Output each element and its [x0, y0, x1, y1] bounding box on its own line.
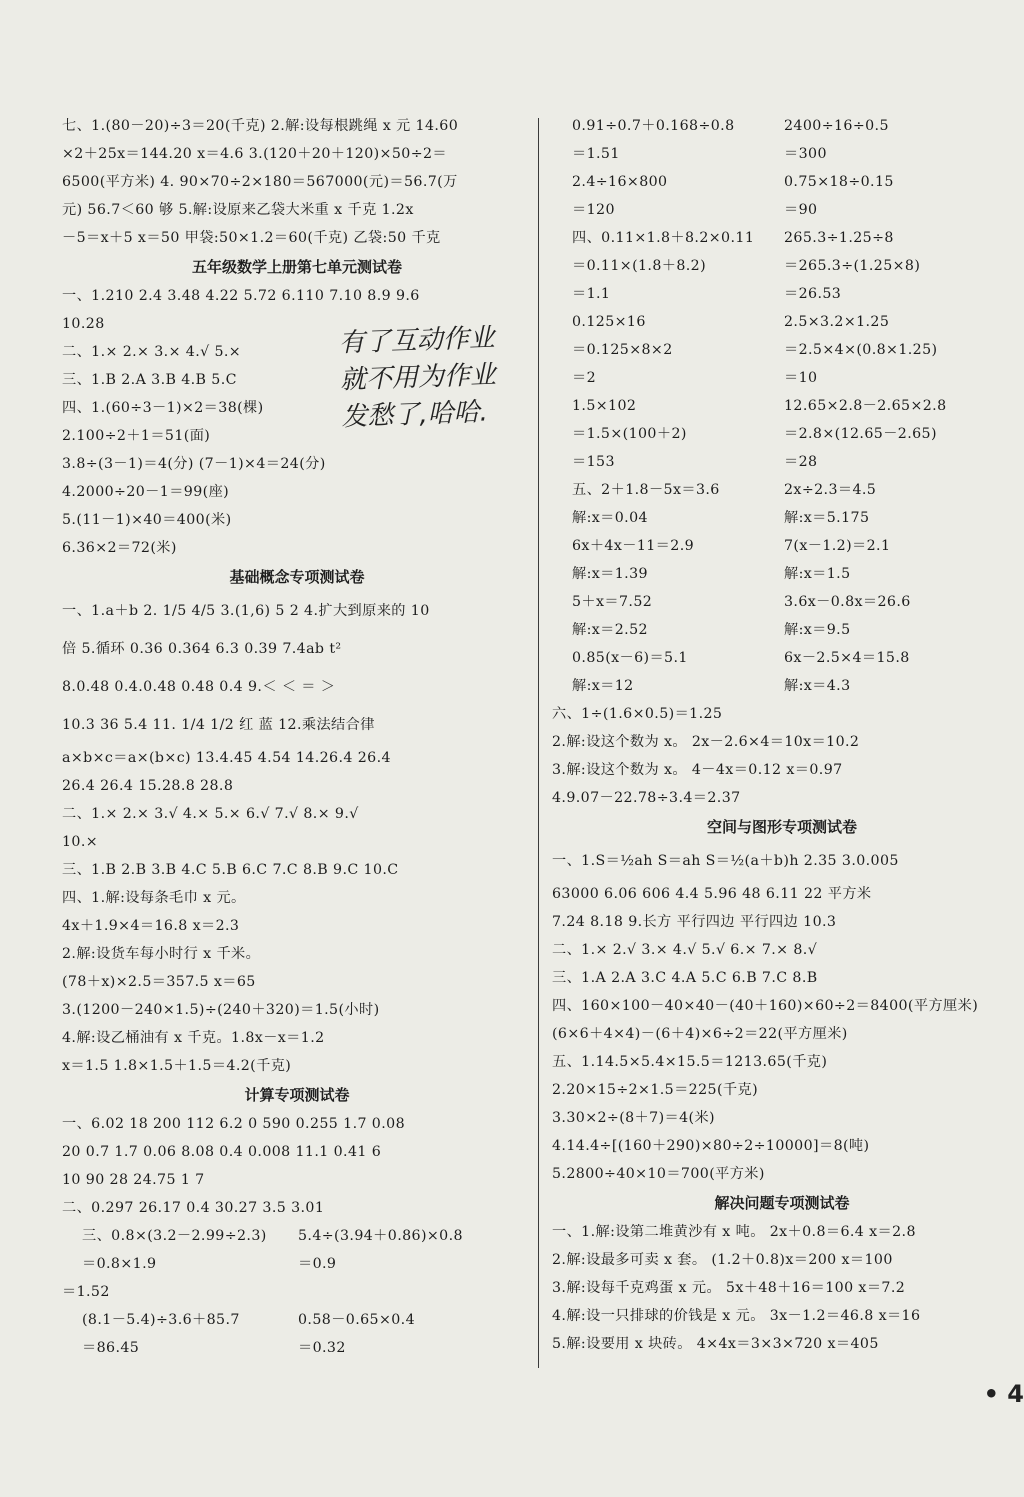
answer-cell: 解:x＝5.175	[784, 510, 870, 526]
answer-line: 8.0.48 0.4.0.48 0.48 0.4 9.＜ ＜ ＝ ＞	[62, 679, 336, 695]
answer-cell: ＝2	[572, 370, 597, 386]
answer-line	[552, 560, 1012, 588]
answer-cell: ＝86.45	[82, 1340, 140, 1356]
answer-line: 5.(11－1)×40＝400(米)	[62, 512, 232, 528]
answer-line: 五、1.14.5×5.4×15.5＝1213.65(千克)	[552, 1054, 828, 1070]
column-divider	[538, 118, 539, 1368]
answer-cell: 解:x＝1.5	[784, 566, 851, 582]
handwriting-line: 就不用为作业	[339, 360, 497, 396]
answer-line: 2.100÷2＋1＝51(面)	[62, 428, 211, 444]
answer-line	[552, 392, 1012, 420]
answer-line: 2.20×15÷2×1.5＝225(千克)	[552, 1082, 759, 1098]
answer-line: 2.解:设货车每小时行 x 千米。	[62, 946, 261, 962]
answer-line: 一、6.02 18 200 112 6.2 0 590 0.255 1.7 0.08	[62, 1116, 406, 1132]
answer-cell: 5＋x＝7.52	[572, 594, 653, 610]
answer-line	[552, 448, 1012, 476]
answer-cell: 12.65×2.8－2.65×2.8	[784, 398, 947, 414]
answer-line: (6×6＋4×4)－(6＋4)×6÷2＝22(平方厘米)	[552, 1026, 848, 1042]
answer-cell: 7(x－1.2)＝2.1	[784, 538, 891, 554]
answer-line	[552, 280, 1012, 308]
answer-line	[552, 252, 1012, 280]
answer-line	[62, 1334, 532, 1362]
answer-cell: 6x＋4x－11＝2.9	[572, 538, 695, 554]
answer-cell: ＝10	[784, 370, 818, 386]
answer-line: 4.9.07－22.78÷3.4＝2.37	[552, 790, 741, 806]
answer-line: 6.36×2＝72(米)	[62, 540, 177, 556]
answer-line: 26.4 26.4 15.28.8 28.8	[62, 778, 234, 794]
answer-line: 2.解:设最多可卖 x 套。 (1.2＋0.8)x＝200 x＝100	[552, 1252, 893, 1268]
answer-cell: 解:x＝4.3	[784, 678, 851, 694]
answer-cell: ＝300	[784, 146, 827, 162]
answer-line: 三、1.A 2.A 3.C 4.A 5.C 6.B 7.C 8.B	[552, 970, 818, 986]
answer-cell: 三、0.8×(3.2－2.99÷2.3)	[82, 1228, 267, 1244]
answer-line: 四、1.(60÷3－1)×2＝38(棵)	[62, 400, 264, 416]
answer-line: 二、0.297 26.17 0.4 30.27 3.5 3.01	[62, 1200, 325, 1216]
answer-line: 10.28	[62, 316, 105, 332]
answer-cell: 0.75×18÷0.15	[784, 174, 894, 190]
answer-line: ＝1.52	[62, 1284, 110, 1300]
answer-line: ×2＋25x＝144.20 x＝4.6 3.(120＋20＋120)×50÷2＝	[62, 146, 447, 162]
answer-line: 3.解:设每千克鸡蛋 x 元。 5x＋48＋16＝100 x＝7.2	[552, 1280, 906, 1296]
answer-cell: ＝1.1	[572, 286, 611, 302]
answer-cell: 2.4÷16×800	[572, 174, 668, 190]
answer-cell: 解:x＝0.04	[572, 510, 648, 526]
answer-line	[552, 196, 1012, 224]
answer-line: 3.30×2÷(8＋7)＝4(米)	[552, 1110, 715, 1126]
answer-line	[552, 420, 1012, 448]
section-heading: 空间与图形专项测试卷	[706, 818, 857, 836]
answer-line: 3.8÷(3－1)＝4(分) (7－1)×4＝24(分)	[62, 456, 326, 472]
handwritten-note	[338, 319, 542, 437]
answer-line	[552, 588, 1012, 616]
handwriting-line: 发愁了,哈哈.	[340, 397, 489, 433]
answer-cell: ＝0.9	[298, 1256, 337, 1272]
answer-cell: 解:x＝9.5	[784, 622, 851, 638]
handwriting-line: 有了互动作业	[338, 323, 496, 359]
answer-line: －5＝x＋5 x＝50 甲袋:50×1.2＝60(千克) 乙袋:50 千克	[62, 230, 441, 246]
answer-line: 一、1.210 2.4 3.48 4.22 5.72 6.110 7.10 8.9 9.6	[62, 288, 420, 304]
answer-cell: ＝1.51	[572, 146, 620, 162]
answer-line	[62, 1222, 532, 1250]
page-number: • 4	[983, 1380, 1024, 1408]
answer-line	[552, 476, 1012, 504]
answer-line	[62, 1306, 532, 1334]
answer-line: 10.3 36 5.4 11. 1/4 1/2 红 蓝 12.乘法结合律	[62, 717, 375, 733]
answer-cell: ＝1.5×(100＋2)	[572, 426, 687, 442]
section-heading: 基础概念专项测试卷	[229, 568, 365, 586]
answer-line	[552, 616, 1012, 644]
answer-line: 4.14.4÷[(160＋290)×80÷2÷10000]＝8(吨)	[552, 1138, 870, 1154]
answer-cell: 0.85(x－6)＝5.1	[572, 650, 688, 666]
answer-cell: ＝265.3÷(1.25×8)	[784, 258, 921, 274]
answer-line: 4.解:设乙桶油有 x 千克。1.8x－x＝1.2	[62, 1030, 325, 1046]
answer-cell: 解:x＝1.39	[572, 566, 648, 582]
answer-line: 一、1.S＝½ah S＝ah S＝½(a＋b)h 2.35 3.0.005	[552, 853, 899, 869]
answer-cell: 6x－2.5×4＝15.8	[784, 650, 910, 666]
answer-line: 3.(1200－240×1.5)÷(240＋320)＝1.5(小时)	[62, 1002, 380, 1018]
answer-cell: ＝2.8×(12.65－2.65)	[784, 426, 937, 442]
answer-line: 三、1.B 2.A 3.B 4.B 5.C	[62, 372, 237, 388]
answer-cell: 四、0.11×1.8＋8.2×0.11	[572, 230, 755, 246]
answer-line: 二、1.× 2.× 3.× 4.√ 5.×	[62, 344, 242, 360]
answer-cell: 五、2＋1.8－5x＝3.6	[572, 482, 720, 498]
answer-line: 5.2800÷40×10＝700(平方米)	[552, 1166, 765, 1182]
answer-line: 二、1.× 2.× 3.√ 4.× 5.× 6.√ 7.√ 8.× 9.√	[62, 806, 359, 822]
answer-cell: (8.1－5.4)÷3.6＋85.7	[82, 1312, 240, 1328]
answer-line	[552, 308, 1012, 336]
answer-line: 四、1.解:设每条毛巾 x 元。	[62, 890, 246, 906]
answer-line: 10.×	[62, 834, 99, 850]
answer-line	[552, 224, 1012, 252]
answer-line	[552, 140, 1012, 168]
answer-line: 元) 56.7＜60 够 5.解:设原来乙袋大米重 x 千克 1.2x	[62, 202, 414, 218]
answer-line: 二、1.× 2.√ 3.× 4.√ 5.√ 6.× 7.× 8.√	[552, 942, 818, 958]
answer-cell: ＝26.53	[784, 286, 842, 302]
answer-line	[552, 336, 1012, 364]
answer-line	[552, 672, 1012, 700]
answer-cell: 2400÷16÷0.5	[784, 118, 889, 134]
answer-line: 一、1.解:设第二堆黄沙有 x 吨。 2x＋0.8＝6.4 x＝2.8	[552, 1224, 916, 1240]
answer-cell: ＝120	[572, 202, 615, 218]
answer-line: 10 90 28 24.75 1 7	[62, 1172, 205, 1188]
answer-line	[62, 1250, 532, 1278]
answer-cell: 0.125×16	[572, 314, 646, 330]
answer-cell: ＝28	[784, 454, 818, 470]
answer-line: 一、1.a＋b 2. 1/5 4/5 3.(1,6) 5 2 4.扩大到原来的 10	[62, 603, 430, 619]
answer-cell: ＝90	[784, 202, 818, 218]
answer-cell: ＝2.5×4×(0.8×1.25)	[784, 342, 938, 358]
answer-line: 63000 6.06 606 4.4 5.96 48 6.11 22 平方米	[552, 886, 872, 902]
answer-line: 7.24 8.18 9.长方 平行四边 平行四边 10.3	[552, 914, 837, 930]
answer-line: 3.解:设这个数为 x。 4－4x＝0.12 x＝0.97	[552, 762, 843, 778]
answer-line	[552, 168, 1012, 196]
answer-line: 三、1.B 2.B 3.B 4.C 5.B 6.C 7.C 8.B 9.C 10.C	[62, 862, 399, 878]
answer-cell: 1.5×102	[572, 398, 637, 414]
answer-line: (78＋x)×2.5＝357.5 x＝65	[62, 974, 256, 990]
answer-cell: 5.4÷(3.94＋0.86)×0.8	[298, 1228, 463, 1244]
answer-cell: 0.58－0.65×0.4	[298, 1312, 416, 1328]
section-heading: 解决问题专项测试卷	[714, 1194, 850, 1212]
left-column	[62, 112, 532, 1362]
answer-line: x＝1.5 1.8×1.5＋1.5＝4.2(千克)	[62, 1058, 292, 1074]
answer-cell: ＝0.125×8×2	[572, 342, 673, 358]
answer-cell: ＝0.8×1.9	[82, 1256, 157, 1272]
answer-line	[552, 364, 1012, 392]
answer-line	[552, 644, 1012, 672]
answer-line: 4.解:设一只排球的价钱是 x 元。 3x－1.2＝46.8 x＝16	[552, 1308, 921, 1324]
answer-line: 四、160×100－40×40－(40＋160)×60÷2＝8400(平方厘米)	[552, 998, 979, 1014]
answer-line: 4.2000÷20－1＝99(座)	[62, 484, 230, 500]
answer-line: 2.解:设这个数为 x。 2x－2.6×4＝10x＝10.2	[552, 734, 860, 750]
answer-cell: 0.91÷0.7＋0.168÷0.8	[572, 118, 735, 134]
answer-line: 倍 5.循环 0.36 0.364 6.3 0.39 7.4ab t²	[62, 641, 342, 657]
answer-line: a×b×c＝a×(b×c) 13.4.45 4.54 14.26.4 26.4	[62, 750, 391, 766]
right-column	[552, 112, 1012, 1358]
answer-cell: ＝153	[572, 454, 615, 470]
answer-cell: 解:x＝12	[572, 678, 634, 694]
answer-cell: 265.3÷1.25÷8	[784, 230, 894, 246]
answer-line	[552, 532, 1012, 560]
answer-cell: 2.5×3.2×1.25	[784, 314, 890, 330]
answer-line: 六、1÷(1.6×0.5)＝1.25	[552, 706, 723, 722]
answer-line: 6500(平方米) 4. 90×70÷2×180＝567000(元)＝56.7(万	[62, 174, 458, 190]
answer-cell: 解:x＝2.52	[572, 622, 648, 638]
answer-line: 20 0.7 1.7 0.06 8.08 0.4 0.008 11.1 0.41 6	[62, 1144, 382, 1160]
answer-cell: ＝0.11×(1.8＋8.2)	[572, 258, 707, 274]
answer-cell: 2x÷2.3＝4.5	[784, 482, 877, 498]
answer-line	[552, 112, 1012, 140]
answer-cell: ＝0.32	[298, 1340, 346, 1356]
answer-cell: 3.6x－0.8x＝26.6	[784, 594, 911, 610]
answer-line: 七、1.(80－20)÷3＝20(千克) 2.解:设每根跳绳 x 元 14.60	[62, 118, 459, 134]
section-heading: 计算专项测试卷	[244, 1086, 350, 1104]
answer-line	[552, 504, 1012, 532]
answer-line: 4x＋1.9×4＝16.8 x＝2.3	[62, 918, 240, 934]
answer-line: 5.解:设要用 x 块砖。 4×4x＝3×3×720 x＝405	[552, 1336, 879, 1352]
section-heading: 五年级数学上册第七单元测试卷	[191, 258, 402, 276]
